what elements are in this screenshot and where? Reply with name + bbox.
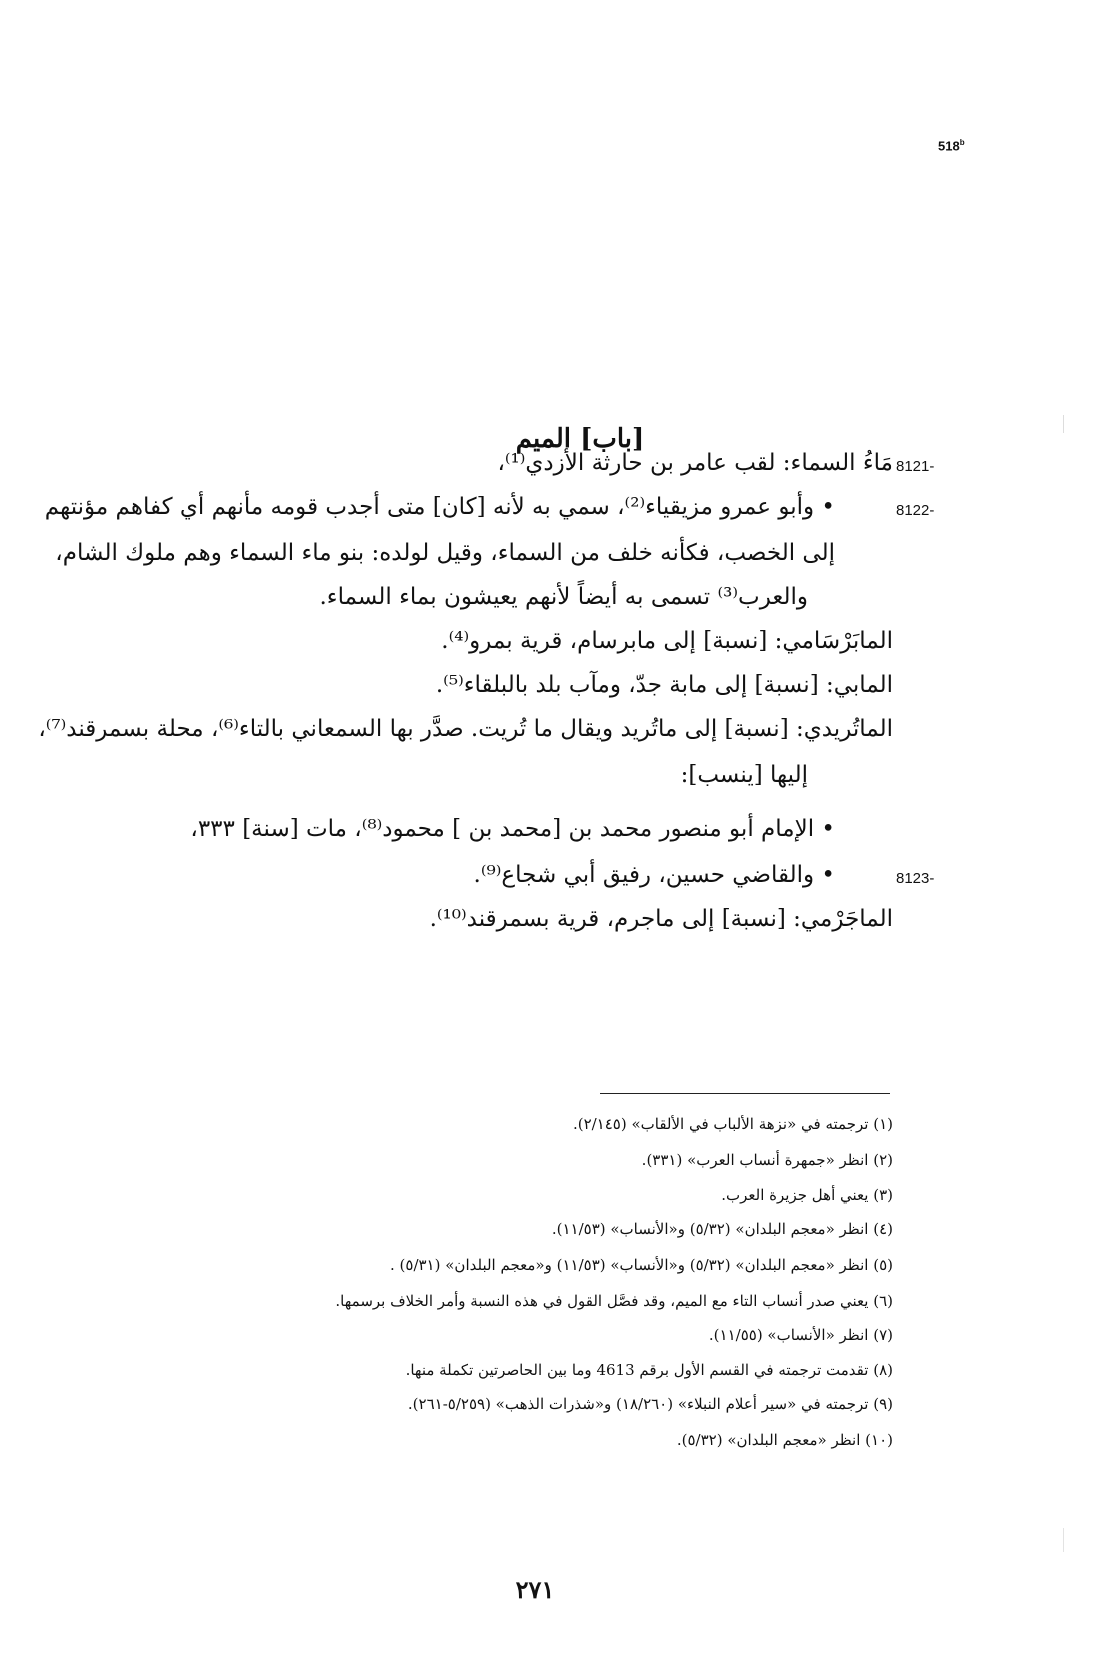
footnote: (٢) انظر «جمهرة أنساب العرب» (٣٣١). <box>641 1151 893 1169</box>
entry-number: 8121- <box>896 458 935 475</box>
footnote: (٣) يعني أهل جزيرة العرب. <box>721 1186 893 1204</box>
entry-number: 8122- <box>896 502 935 519</box>
footnote: (١) ترجمته في «نزهة الألباب في الألقاب» (٢/١٤٥). <box>572 1115 893 1133</box>
entry-line: إلى الخصب، فكأنه خلف من السماء، وقيل لولده: بنو ماء السماء وهم ملوك الشام، <box>55 540 835 566</box>
entry-line: مَاءُ السماء: لقب عامر بن حارثة الأزدي⁽¹⁾، <box>497 450 893 476</box>
entry-line: • والقاضي حسين، رفيق أبي شجاع⁽⁹⁾. <box>473 862 835 888</box>
entry-line: إليها [ينسب]: <box>680 762 808 788</box>
entry-line: الماتُريدي: [نسبة] إلى ماتُريد ويقال ما تُريت. صدَّر بها السمعاني بالتاء⁽⁶⁾، محلة بسمرقند⁽⁷⁾، <box>38 716 893 742</box>
entry-line: المابي: [نسبة] إلى مابة جدّ، ومآب بلد بالبلقاء⁽⁵⁾. <box>435 672 893 698</box>
footnote: (٨) تقدمت ترجمته في القسم الأول برقم 4613 وما بين الحاصرتين تكملة منها. <box>405 1361 893 1379</box>
entry-line: • الإمام أبو منصور محمد بن [محمد بن ] محمود⁽⁸⁾، مات [سنة] ٣٣٣، <box>190 816 835 842</box>
folio-side: b <box>959 138 965 147</box>
footnote: (٥) انظر «معجم البلدان» (٥/٣٢) و«الأنساب» (١١/٥٣) و«معجم البلدان» (٥/٣١) . <box>390 1256 893 1274</box>
footnote: (١٠) انظر «معجم البلدان» (٥/٣٢). <box>676 1431 893 1449</box>
chapter-title: [باب] الميم <box>515 424 645 454</box>
margin-mark <box>1063 415 1064 433</box>
footnote: (٩) ترجمته في «سير أعلام النبلاء» (١٨/٢٦٠) و«شذرات الذهب» (٥/٢٥٩-٢٦١). <box>407 1395 893 1413</box>
manuscript-folio-ref <box>938 138 965 153</box>
entry-number: 8123- <box>896 870 935 887</box>
footnote: (٤) انظر «معجم البلدان» (٥/٣٢) و«الأنساب» (١١/٥٣). <box>551 1220 893 1238</box>
entry-line: الماجَرْمي: [نسبة] إلى ماجرم، قرية بسمرقند⁽¹⁰⁾. <box>429 906 893 932</box>
margin-mark <box>1063 1528 1064 1552</box>
folio-number: 518 <box>938 138 960 154</box>
entry-line: والعرب⁽³⁾ تسمى به أيضاً لأنهم يعيشون بماء السماء. <box>319 584 808 610</box>
entry-line: • وأبو عمرو مزيقياء⁽²⁾، سمي به لأنه [كان] متى أجدب قومه مأنهم أي كفاهم مؤنتهم <box>44 494 835 520</box>
footnote: (٦) يعني صدر أنساب التاء مع الميم، وقد فصَّل القول في هذه النسبة وأمر الخلاف برسمها. <box>335 1292 893 1310</box>
footnote: (٧) انظر «الأنساب» (١١/٥٥). <box>708 1326 893 1344</box>
footnote-separator <box>600 1093 890 1094</box>
page-number: ٢٧١ <box>515 1575 555 1604</box>
entry-line: المابَرْسَامي: [نسبة] إلى مابرسام، قرية بمرو⁽⁴⁾. <box>441 628 893 654</box>
